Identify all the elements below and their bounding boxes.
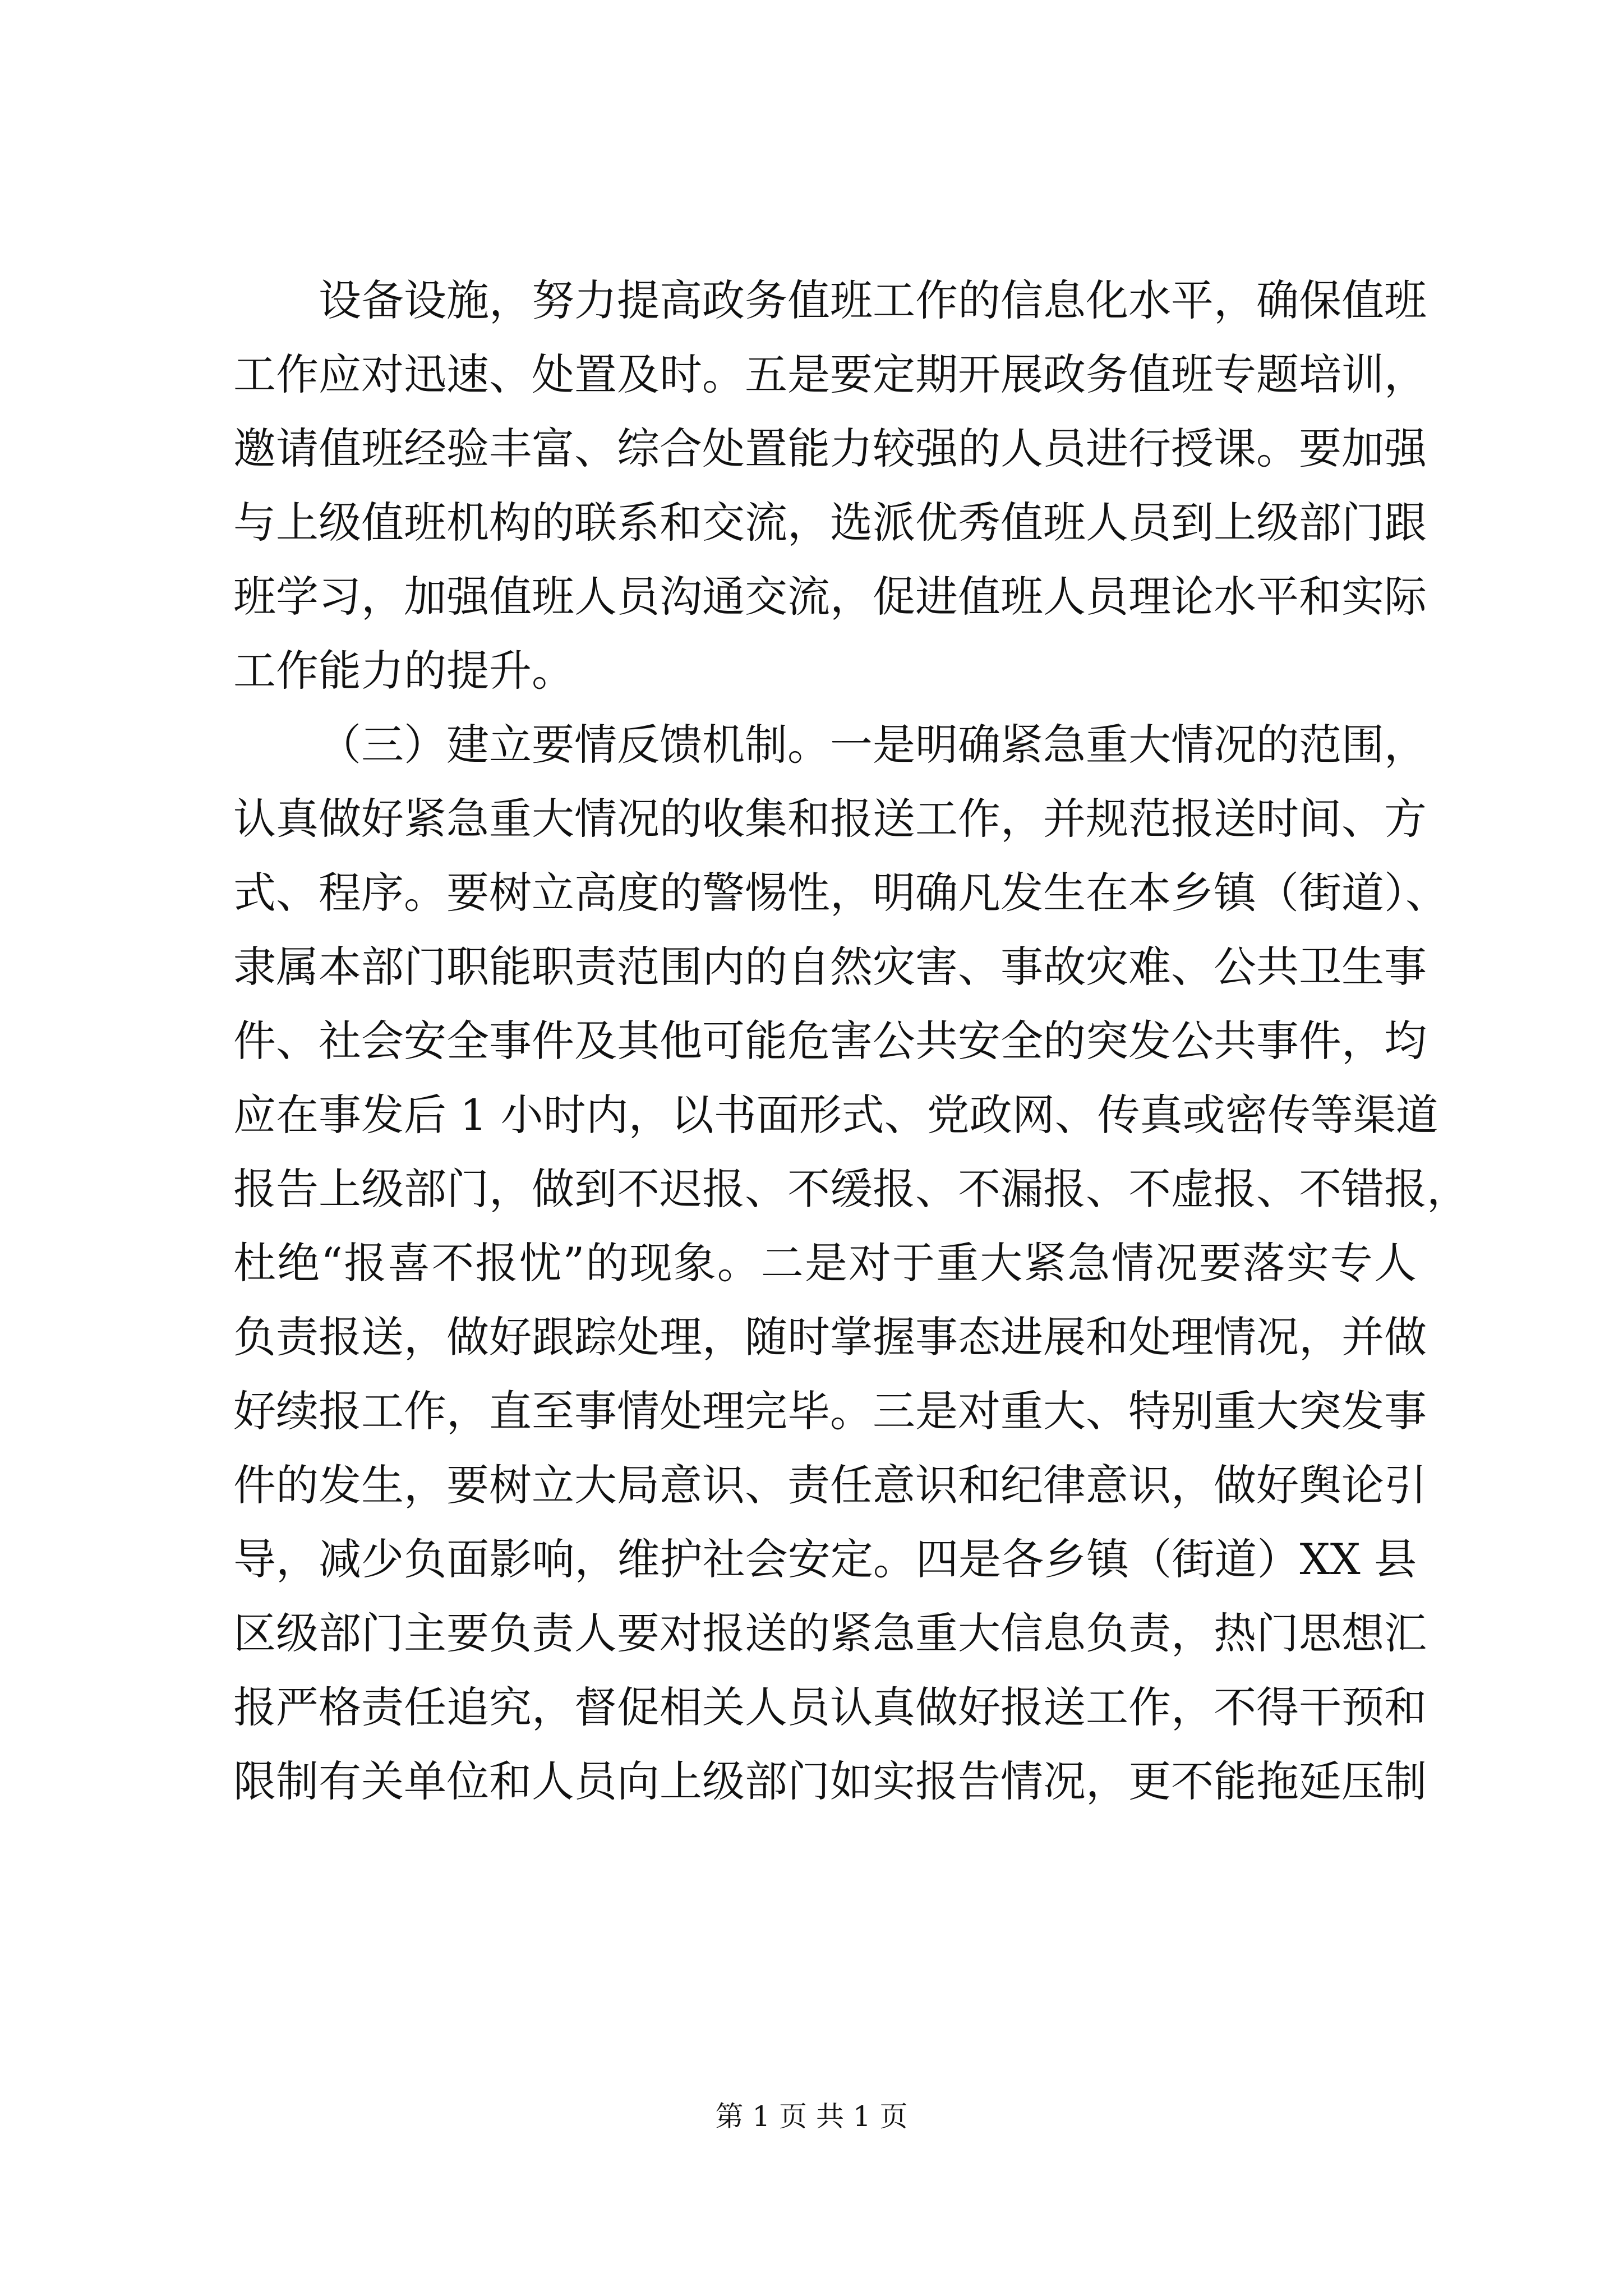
text-line-19: 区级部门主要负责人要对报送的紧急重大信息负责，热门思想汇 — [233, 1608, 1427, 1658]
text-line-11: 件、社会安全事件及其他可能危害公共安全的突发公共事件，均 — [233, 1016, 1427, 1066]
text-line-8: 认真做好紧急重大情况的收集和报送工作，并规范报送时间、方 — [233, 794, 1427, 844]
text-line-12: 应在事发后 1 小时内，以书面形式、党政网、传真或密传等渠道 — [233, 1090, 1438, 1140]
text-line-14: 杜绝“报喜不报忧”的现象。二是对于重大紧急情况要落实专人 — [233, 1238, 1417, 1288]
text-line-13: 报告上级部门，做到不迟报、不缓报、不漏报、不虚报、不错报， — [233, 1164, 1469, 1214]
text-line-7: （三）建立要情反馈机制。一是明确紧急重大情况的范围， — [319, 720, 1427, 770]
text-line-9: 式、程序。要树立高度的警惕性，明确凡发生在本乡镇（街道）、 — [233, 868, 1448, 918]
text-line-1: 设备设施，努力提高政务值班工作的信息化水平，确保值班 — [319, 275, 1427, 325]
text-line-4: 与上级值班机构的联系和交流，选派优秀值班人员到上级部门跟 — [233, 498, 1427, 547]
text-line-2: 工作应对迅速、处置及时。五是要定期开展政务值班专题培训， — [233, 349, 1427, 399]
text-line-17: 件的发生，要树立大局意识、责任意识和纪律意识，做好舆论引 — [233, 1460, 1427, 1510]
text-line-10: 隶属本部门职能职责范围内的自然灾害、事故灾难、公共卫生事 — [233, 942, 1427, 992]
document-body — [233, 264, 1469, 1819]
text-line-15: 负责报送，做好跟踪处理，随时掌握事态进展和处理情况，并做 — [233, 1312, 1427, 1362]
page-number-label: 第 1 页 共 1 页 — [715, 2100, 908, 2133]
text-line-20: 报严格责任追究，督促相关人员认真做好报送工作，不得干预和 — [233, 1682, 1427, 1732]
text-line-3: 邀请值班经验丰富、综合处置能力较强的人员进行授课。要加强 — [233, 424, 1427, 473]
text-line-21: 限制有关单位和人员向上级部门如实报告情况，更不能拖延压制 — [233, 1756, 1427, 1806]
text-line-16: 好续报工作，直至事情处理完毕。三是对重大、特别重大突发事 — [233, 1386, 1427, 1436]
text-line-18: 导，减少负面影响，维护社会安定。四是各乡镇（街道）XX 县 — [233, 1534, 1417, 1584]
page-footer — [0, 2097, 1623, 2136]
text-line-5: 班学习，加强值班人员沟通交流，促进值班人员理论水平和实际 — [233, 572, 1427, 622]
text-line-6: 工作能力的提升。 — [233, 646, 574, 696]
